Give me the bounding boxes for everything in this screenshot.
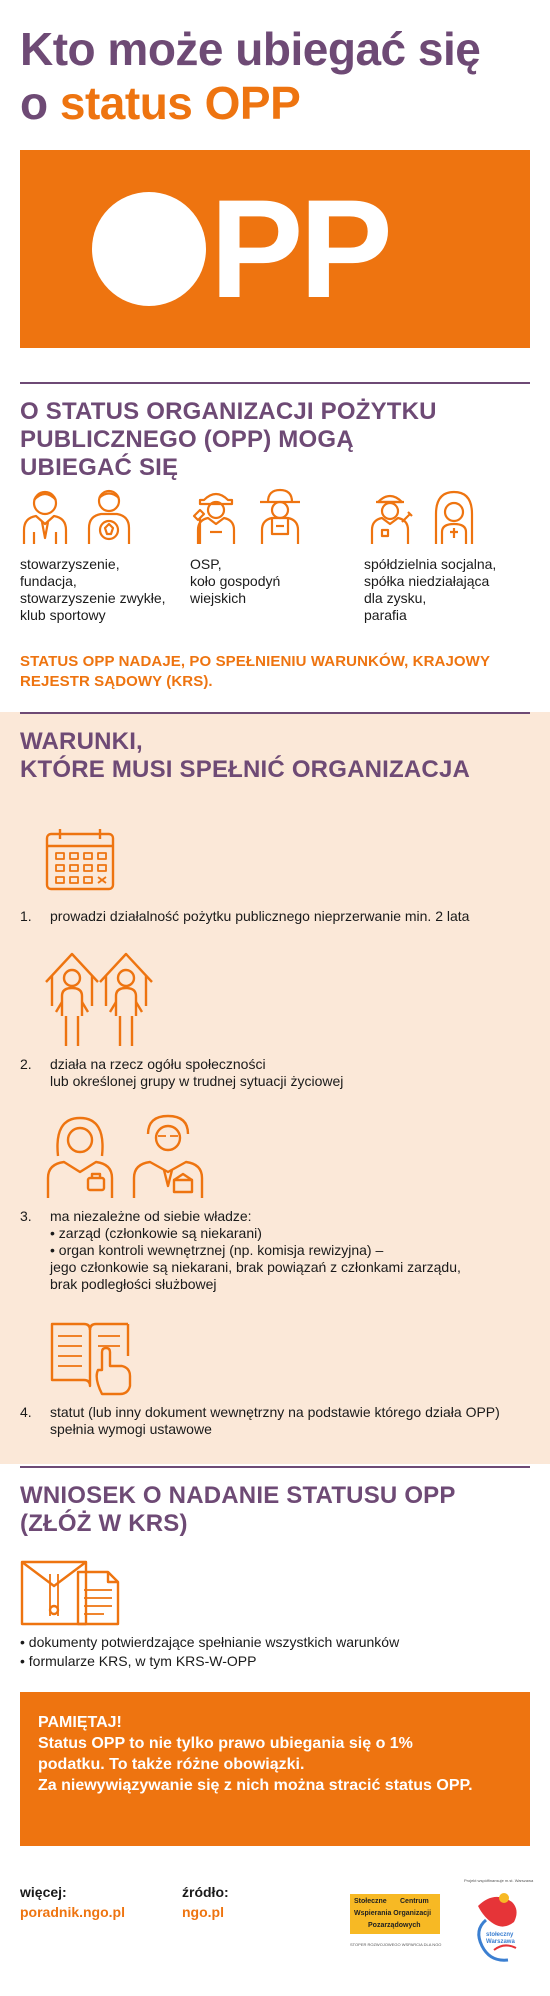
logo-text: stołeczny Warszawa (486, 1932, 515, 1945)
divider (20, 382, 530, 384)
condition-text: ma niezależne od siebie władze: • zarząd (członkowie są niekarani) • organ kontroli wewnętrznej (np. komisja rewizyjna) – jego członkowie są niekarani, brak powiązań z członkami zarządu, brak podległości służbowej (50, 1208, 461, 1292)
org-group-1-text: stowarzyszenie, fundacja, stowarzyszenie zwykłe, klub sportowy (20, 556, 166, 623)
title-line-2-highlight: status OPP (59, 77, 301, 129)
condition-text: działa na rzecz ogółu społeczności lub określonej grupy w trudnej sytuacji życiowej (50, 1056, 344, 1089)
application-bullet: • formularze KRS, w tym KRS-W-OPP (20, 1653, 257, 1669)
more-label: więcej: (20, 1884, 67, 1900)
condition-text: prowadzi działalność pożytku publicznego nieprzerwanie min. 2 lata (50, 908, 470, 924)
remember-line-1: Status OPP to nie tylko prawo ubiegania się o 1% (38, 1735, 413, 1752)
more-link[interactable]: poradnik.ngo.pl (20, 1904, 125, 1920)
org-group-3-text: spółdzielnia socjalna, spółka niedziałająca dla zysku, parafia (364, 556, 497, 623)
condition-number: 2. (20, 1056, 32, 1072)
remember-box (20, 1692, 530, 1846)
divider (20, 712, 530, 714)
logo-text: Pozarządowych (368, 1922, 421, 1929)
krs-note: STATUS OPP NADAJE, PO SPEŁNIENIU WARUNKÓW, KRAJOWY REJESTR SĄDOWY (KRS). (20, 653, 490, 690)
condition-number: 1. (20, 908, 32, 924)
firefighter-icon (190, 486, 242, 546)
warsaw-mermaid-icon (464, 1886, 532, 1972)
documents-envelope-icon (20, 1560, 120, 1626)
logo-text: Stołeczne (354, 1898, 387, 1905)
scwop-logo (350, 1882, 446, 1948)
person-with-tie-icon (20, 486, 70, 546)
application-heading-line-2: (ZŁÓŻ W KRS) (20, 1510, 188, 1537)
page-title (20, 22, 530, 130)
application-bullets (20, 1633, 530, 1671)
remember-line-3: Za niewywiązywanie się z nich można stracić status OPP. (38, 1777, 473, 1794)
eligible-heading: O STATUS ORGANIZACJI POŻYTKU PUBLICZNEGO (OPP) MOGĄ UBIEGAĆ SIĘ (20, 398, 437, 481)
worker-icon (364, 486, 416, 546)
source-link[interactable]: ngo.pl (182, 1904, 224, 1920)
condition-number: 3. (20, 1208, 32, 1224)
conditions-heading-line-2: KTÓRE MUSI SPEŁNIĆ ORGANIZACJA (20, 756, 471, 783)
title-line-1: Kto może ubiegać się (20, 23, 481, 75)
application-heading (20, 1482, 530, 1538)
statute-document-icon (50, 1316, 134, 1396)
opp-letter-o-circle (92, 192, 206, 306)
source-label: źródło: (182, 1884, 229, 1900)
logo-tagline: STOPER ROZWOJOWEGO WSPARCIA DLA NGO (350, 1942, 442, 1947)
application-bullet: • dokumenty potwierdzające spełnianie wszystkich warunków (20, 1634, 400, 1650)
board-members-icon (44, 1110, 204, 1200)
remember-line-2: podatku. To także różne obowiązki. (38, 1756, 305, 1773)
logo-tagline: Projekt współfinansuje m.st. Warszawa (464, 1878, 534, 1883)
people-in-houses-icon (44, 946, 154, 1050)
org-group-2-text: OSP, koło gospodyń wiejskich (190, 556, 281, 606)
warsaw-logo (464, 1878, 532, 1970)
divider (20, 1466, 530, 1468)
condition-number: 4. (20, 1404, 32, 1420)
football-player-icon (84, 486, 134, 546)
remember-label: PAMIĘTAJ! (38, 1714, 122, 1731)
title-line-2-prefix: o (20, 77, 60, 129)
condition-text: statut (lub inny dokument wewnętrzny na podstawie którego działa OPP) spełnia wymogi ustawowe (50, 1404, 500, 1437)
farmer-icon (254, 486, 306, 546)
calendar-icon (44, 826, 116, 892)
application-heading-line-1: WNIOSEK O NADANIE STATUSU OPP (20, 1482, 456, 1509)
logo-text: Centrum (400, 1898, 429, 1905)
opp-banner (20, 150, 530, 348)
opp-letters: PP (210, 170, 389, 327)
conditions-heading-line-1: WARUNKI, (20, 728, 143, 755)
nun-icon (428, 486, 480, 546)
logo-text: Wspierania Organizacji (354, 1910, 432, 1917)
conditions-heading (20, 728, 530, 784)
